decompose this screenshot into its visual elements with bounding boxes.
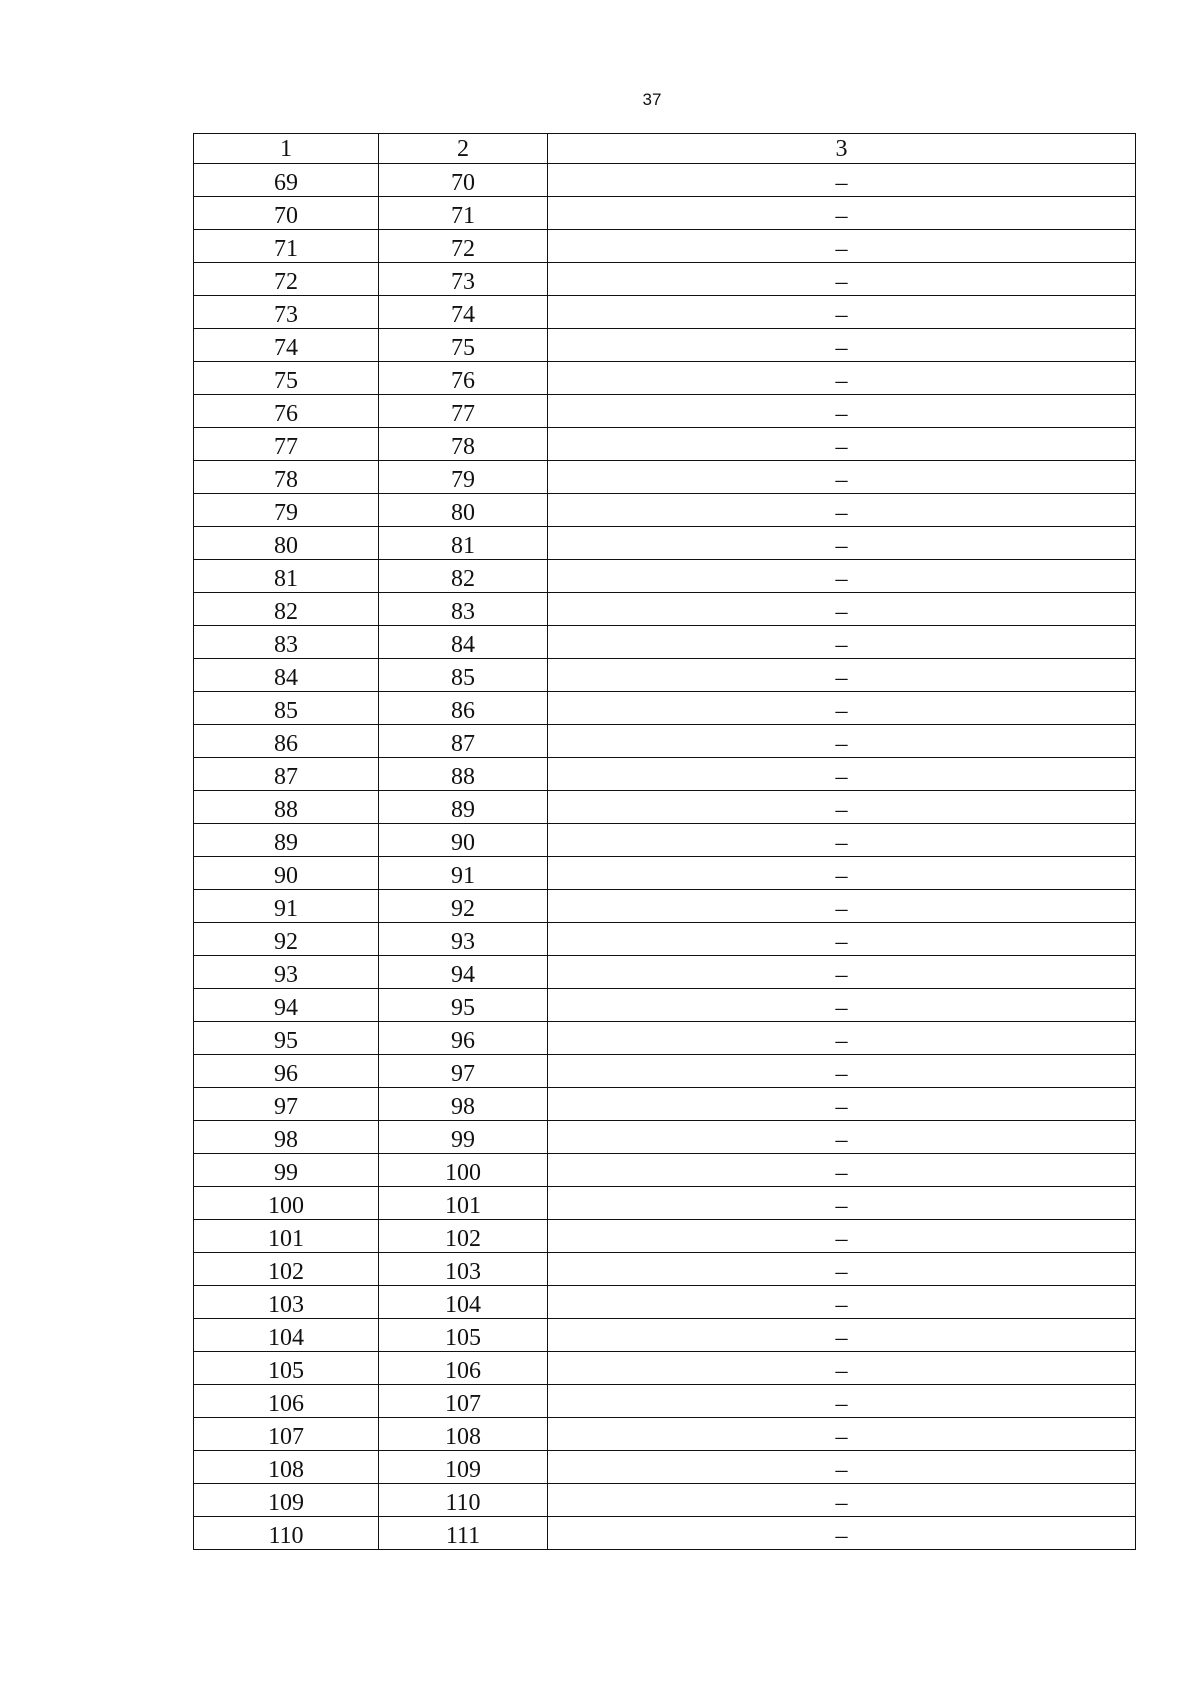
table-cell-col-3: – [548,956,1136,989]
table-cell-col-1: 104 [194,1319,379,1352]
table-cell-col-3: – [548,857,1136,890]
table-row [194,362,1136,395]
table-cell-col-1: 105 [194,1352,379,1385]
table-cell-col-3: – [548,197,1136,230]
table-row [194,758,1136,791]
table-cell-col-2: 91 [379,857,548,890]
table-cell-col-2: 98 [379,1088,548,1121]
table-cell-col-1: 75 [194,362,379,395]
data-table [193,133,1136,1550]
table-cell-col-1: 90 [194,857,379,890]
table-cell-col-2: 95 [379,989,548,1022]
table-cell-col-3: – [548,362,1136,395]
table-cell-col-1: 109 [194,1484,379,1517]
table-cell-col-1: 94 [194,989,379,1022]
table-row [194,824,1136,857]
table-cell-col-2: 92 [379,890,548,923]
table-cell-col-3: – [548,1319,1136,1352]
table-row [194,494,1136,527]
column-header-2: 2 [379,134,548,164]
table-row [194,1319,1136,1352]
table-cell-col-3: – [548,593,1136,626]
table-cell-col-3: – [548,824,1136,857]
table-cell-col-1: 96 [194,1055,379,1088]
table-cell-col-3: – [548,1187,1136,1220]
table-cell-col-1: 79 [194,494,379,527]
table-cell-col-3: – [548,527,1136,560]
table-cell-col-1: 107 [194,1418,379,1451]
table-cell-col-1: 88 [194,791,379,824]
table-row [194,461,1136,494]
table-cell-col-1: 101 [194,1220,379,1253]
table-cell-col-3: – [548,296,1136,329]
table-cell-col-2: 85 [379,659,548,692]
table-cell-col-2: 76 [379,362,548,395]
table-row [194,1154,1136,1187]
table-cell-col-1: 98 [194,1121,379,1154]
table-cell-col-3: – [548,395,1136,428]
table-cell-col-1: 72 [194,263,379,296]
table-cell-col-1: 69 [194,164,379,197]
table-row [194,923,1136,956]
table-header [194,134,1136,164]
table-row [194,1352,1136,1385]
table-cell-col-1: 83 [194,626,379,659]
table-row [194,1418,1136,1451]
table-cell-col-3: – [548,1517,1136,1550]
table-cell-col-2: 109 [379,1451,548,1484]
table-row [194,626,1136,659]
table-cell-col-2: 83 [379,593,548,626]
table-cell-col-1: 85 [194,692,379,725]
table-row [194,1088,1136,1121]
table-cell-col-1: 76 [194,395,379,428]
table-cell-col-1: 93 [194,956,379,989]
table-cell-col-2: 108 [379,1418,548,1451]
table-cell-col-2: 110 [379,1484,548,1517]
table-row [194,1055,1136,1088]
table-cell-col-1: 71 [194,230,379,263]
table-cell-col-3: – [548,725,1136,758]
table-cell-col-1: 89 [194,824,379,857]
table-cell-col-3: – [548,1154,1136,1187]
table-cell-col-1: 84 [194,659,379,692]
table-cell-col-2: 96 [379,1022,548,1055]
table-cell-col-3: – [548,494,1136,527]
table-cell-col-3: – [548,989,1136,1022]
table-cell-col-3: – [548,890,1136,923]
table-cell-col-3: – [548,1418,1136,1451]
table-row [194,791,1136,824]
table-cell-col-1: 99 [194,1154,379,1187]
table-body [194,164,1136,1550]
table-cell-col-1: 77 [194,428,379,461]
table-row [194,1253,1136,1286]
table-cell-col-2: 88 [379,758,548,791]
table-cell-col-3: – [548,1484,1136,1517]
table-cell-col-1: 82 [194,593,379,626]
table-cell-col-2: 93 [379,923,548,956]
table-cell-col-3: – [548,428,1136,461]
table-cell-col-3: – [548,1088,1136,1121]
table-row [194,164,1136,197]
table-row [194,890,1136,923]
header-row [194,134,1136,164]
page-number: 37 [642,90,662,109]
table-row [194,956,1136,989]
table-cell-col-2: 80 [379,494,548,527]
table-cell-col-2: 84 [379,626,548,659]
table-cell-col-1: 102 [194,1253,379,1286]
table-cell-col-3: – [548,659,1136,692]
table-cell-col-1: 110 [194,1517,379,1550]
table-cell-col-2: 89 [379,791,548,824]
table-cell-col-2: 74 [379,296,548,329]
table-row [194,1022,1136,1055]
table-cell-col-2: 77 [379,395,548,428]
column-header-1: 1 [194,134,379,164]
table-cell-col-3: – [548,1451,1136,1484]
table-cell-col-1: 92 [194,923,379,956]
table-cell-col-1: 81 [194,560,379,593]
table-row [194,428,1136,461]
table-cell-col-1: 80 [194,527,379,560]
table-row [194,593,1136,626]
table-row [194,1385,1136,1418]
table-cell-col-2: 99 [379,1121,548,1154]
table-cell-col-2: 71 [379,197,548,230]
table-cell-col-1: 70 [194,197,379,230]
table-cell-col-1: 86 [194,725,379,758]
table-row [194,725,1136,758]
table-cell-col-3: – [548,758,1136,791]
table-cell-col-3: – [548,626,1136,659]
table-row [194,230,1136,263]
table-cell-col-1: 78 [194,461,379,494]
table-cell-col-2: 86 [379,692,548,725]
table-cell-col-2: 97 [379,1055,548,1088]
table-cell-col-3: – [548,230,1136,263]
table-row [194,1187,1136,1220]
table-cell-col-2: 90 [379,824,548,857]
table-cell-col-1: 106 [194,1385,379,1418]
table-cell-col-3: – [548,1220,1136,1253]
table-cell-col-2: 101 [379,1187,548,1220]
table-cell-col-2: 111 [379,1517,548,1550]
table-cell-col-2: 82 [379,560,548,593]
column-header-3: 3 [548,134,1136,164]
table-row [194,1286,1136,1319]
table-cell-col-2: 103 [379,1253,548,1286]
table-cell-col-1: 103 [194,1286,379,1319]
table-cell-col-3: – [548,791,1136,824]
table-row [194,857,1136,890]
table-row [194,989,1136,1022]
table-cell-col-2: 79 [379,461,548,494]
table-cell-col-3: – [548,329,1136,362]
table-row [194,659,1136,692]
table-row [194,692,1136,725]
table-cell-col-3: – [548,164,1136,197]
table-cell-col-2: 104 [379,1286,548,1319]
table-cell-col-2: 105 [379,1319,548,1352]
table-row [194,263,1136,296]
table-cell-col-3: – [548,1286,1136,1319]
table-row [194,527,1136,560]
table-cell-col-2: 70 [379,164,548,197]
table-cell-col-1: 97 [194,1088,379,1121]
table-cell-col-1: 91 [194,890,379,923]
table-cell-col-3: – [548,923,1136,956]
table-cell-col-1: 74 [194,329,379,362]
table-cell-col-3: – [548,1352,1136,1385]
table-cell-col-2: 106 [379,1352,548,1385]
table-cell-col-2: 78 [379,428,548,461]
table-cell-col-3: – [548,1055,1136,1088]
table-cell-col-2: 102 [379,1220,548,1253]
table-cell-col-3: – [548,263,1136,296]
table-cell-col-3: – [548,560,1136,593]
table-row [194,1121,1136,1154]
table-row [194,1484,1136,1517]
table-cell-col-3: – [548,1385,1136,1418]
table-row [194,1517,1136,1550]
table-cell-col-3: – [548,1121,1136,1154]
table-cell-col-3: – [548,1253,1136,1286]
table-cell-col-2: 94 [379,956,548,989]
table-cell-col-3: – [548,1022,1136,1055]
table-cell-col-2: 87 [379,725,548,758]
table-cell-col-1: 95 [194,1022,379,1055]
table-row [194,1220,1136,1253]
table-cell-col-1: 73 [194,296,379,329]
table-cell-col-2: 75 [379,329,548,362]
table-row [194,296,1136,329]
table-cell-col-3: – [548,692,1136,725]
table-row [194,197,1136,230]
table-row [194,395,1136,428]
table-cell-col-1: 87 [194,758,379,791]
table-row [194,329,1136,362]
table-cell-col-2: 72 [379,230,548,263]
table-cell-col-2: 73 [379,263,548,296]
table-cell-col-3: – [548,461,1136,494]
table-cell-col-2: 100 [379,1154,548,1187]
table-cell-col-2: 107 [379,1385,548,1418]
table-row [194,1451,1136,1484]
table-row [194,560,1136,593]
table-cell-col-1: 100 [194,1187,379,1220]
table-cell-col-1: 108 [194,1451,379,1484]
table-cell-col-2: 81 [379,527,548,560]
